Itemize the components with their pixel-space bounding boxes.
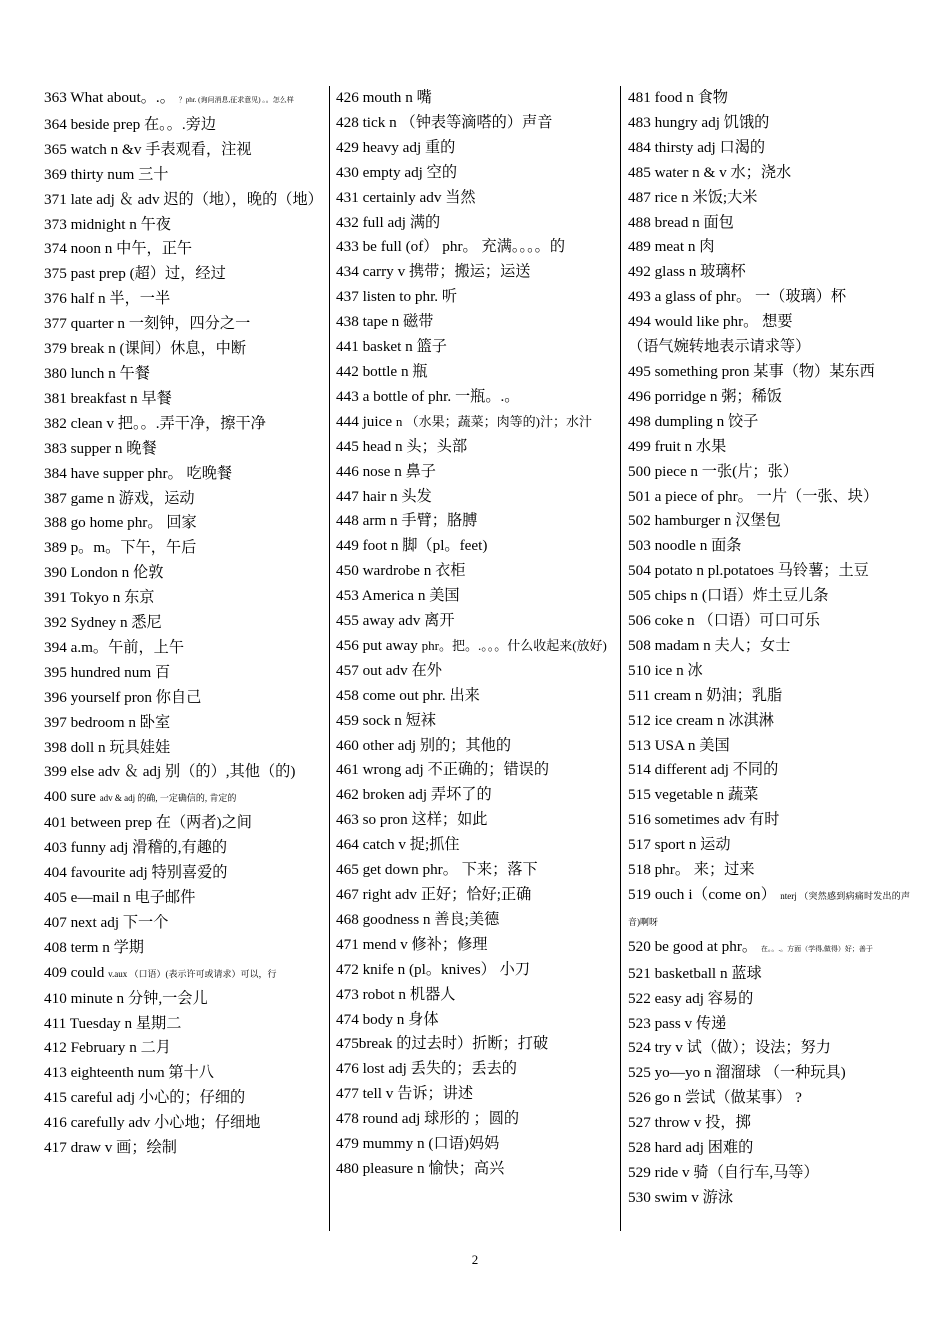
vocab-entry-text: 448 arm n 手臂；胳膊: [336, 512, 478, 530]
vocab-entry-text: 371 late adj ＆ adv 迟的（地），晚的（地）: [44, 190, 323, 208]
vocab-entry-text: 524 try v 试（做）；设法；努力: [628, 1039, 831, 1057]
vocab-entry-text: 413 eighteenth num 第十八: [44, 1064, 214, 1082]
vocab-entry: [44, 686, 326, 711]
vocab-entry-text: 475break 的过去时）折断；打破: [336, 1035, 549, 1053]
column-3: [628, 86, 910, 1232]
vocab-entry: [336, 1157, 616, 1182]
vocab-entry-text: 412 February n 二月: [44, 1039, 171, 1057]
vocab-entry: [628, 186, 910, 211]
vocab-entry: [336, 983, 616, 1008]
vocab-entry: [44, 1111, 326, 1136]
vocab-entry: [628, 559, 910, 584]
vocab-entry: [336, 858, 616, 883]
vocab-entry-text: 395 hundred num 百: [44, 663, 171, 681]
vocab-entry: [336, 783, 616, 808]
vocab-entry: [336, 310, 616, 335]
vocab-entry: [628, 935, 910, 962]
vocab-entry-text: 505 chips n (口语）炸土豆儿条: [628, 587, 829, 605]
vocab-entry-text: 411 Tuesday n 星期二: [44, 1014, 182, 1032]
vocab-entry-text: 365 watch n &v 手表观看，注视: [44, 140, 252, 158]
vocab-entry: [44, 213, 326, 238]
vocab-entry: [44, 536, 326, 561]
vocab-entry-text: 438 tape n 磁带: [336, 313, 434, 331]
vocab-entry-text: 457 out adv 在外: [336, 661, 442, 679]
vocab-entry-text: 517 sport n 运动: [628, 836, 731, 854]
vocab-entry: [628, 260, 910, 285]
vocab-entry-text: 381 breakfast n 早餐: [44, 389, 172, 407]
vocab-entry-text: 364 beside prep 在。。.旁边: [44, 115, 217, 133]
vocab-entry-text: 442 bottle n 瓶: [336, 362, 428, 380]
vocab-entry: [336, 908, 616, 933]
vocab-entry: [628, 534, 910, 559]
vocab-entry-text: 473 robot n 机器人: [336, 985, 456, 1003]
vocab-entry-text: 373 midnight n 午夜: [44, 215, 171, 233]
vocab-entry-text: 501 a piece of phr。 一片（一张、块）: [628, 487, 879, 505]
vocab-entry: [44, 437, 326, 462]
vocab-entry-text: 415 careful adj 小心的；仔细的: [44, 1089, 246, 1107]
vocab-entry: [336, 734, 616, 759]
vocab-entry-text: 429 heavy adj 重的: [336, 138, 456, 156]
vocab-entry-text: 400 sure: [44, 788, 96, 806]
vocab-entry-note: n （水果；蔬菜；肉等的)汁；水汁: [395, 413, 592, 429]
vocab-entry-text: 481 food n 食物: [628, 89, 728, 106]
vocab-entry: [628, 1111, 910, 1136]
vocab-entry-text: 530 swim v 游泳: [628, 1188, 734, 1206]
vocab-entry: [628, 310, 910, 335]
vocab-entry-text: 463 so pron 这样；如此: [336, 811, 488, 829]
vocab-entry-text: 476 lost adj 丢失的；丢去的: [336, 1060, 517, 1078]
vocab-entry: [628, 1036, 910, 1061]
vocab-entry: [44, 760, 326, 785]
vocab-entry-text: 444 juice: [336, 412, 393, 430]
vocab-entry: [336, 1132, 616, 1157]
vocab-entry: [44, 987, 326, 1012]
vocab-entry-text: 522 easy adj 容易的: [628, 989, 754, 1007]
vocab-entry: [628, 136, 910, 161]
vocab-entry: [628, 883, 910, 935]
vocab-entry: [628, 161, 910, 186]
vocab-entry-text: 390 London n 伦敦: [44, 564, 164, 582]
vocab-entry-text: 443 a bottle of phr. 一瓶。.。: [336, 387, 520, 405]
vocab-entry-text: 487 rice n 米饭;大米: [628, 188, 758, 206]
vocab-entry-text: 499 fruit n 水果: [628, 437, 727, 455]
vocab-entry-text: 388 go home phr。 回家: [44, 514, 197, 532]
vocab-entry: [336, 1008, 616, 1033]
vocab-entry-text: 431 certainly adv 当然: [336, 188, 476, 206]
vocab-entry-text: 500 piece n 一张(片；张）: [628, 462, 798, 480]
vocab-entry: [336, 1032, 616, 1057]
vocab-entry: [628, 485, 910, 510]
vocab-entry-text: 389 p。m。下午，午后: [44, 539, 197, 557]
vocab-entry-text: 391 Tokyo n 东京: [44, 589, 155, 607]
vocab-entry: [628, 659, 910, 684]
vocab-entry-text: 471 mend v 修补；修理: [336, 935, 488, 953]
vocab-entry-text: 468 goodness n 善良;美德: [336, 910, 500, 928]
vocab-entry-note: nterj （突然感到病痛时发出的声音)啊呀: [628, 891, 910, 927]
vocab-entry-text: 520 be good at phr。: [628, 937, 758, 955]
vocab-entry-text: 480 pleasure n 愉快；高兴: [336, 1159, 505, 1177]
vocab-entry-text: 515 vegetable n 蔬菜: [628, 786, 759, 804]
vocab-entry: [628, 360, 910, 385]
vocab-entry: [336, 136, 616, 161]
vocab-entry-note: 在。。.。方面（学得,做得）好；善于: [760, 944, 873, 953]
vocab-entry-text: 496 porridge n 粥；稀饭: [628, 387, 782, 405]
vocab-entry-text: 375 past prep (超）过，经过: [44, 265, 226, 283]
vocab-entry: [44, 1086, 326, 1111]
vocab-entry-text: 453 America n 美国: [336, 587, 460, 605]
vocab-entry: [44, 337, 326, 362]
vocab-entry-text: 403 funny adj 滑稽的,有趣的: [44, 839, 228, 857]
vocab-entry-text: 461 wrong adj 不正确的；错误的: [336, 761, 550, 779]
vocab-entry: [628, 709, 910, 734]
vocab-entry-text: 503 noodle n 面条: [628, 537, 742, 555]
vocab-entry-text: 526 go n 尝试（做某事） ?: [628, 1089, 802, 1107]
vocab-entry-text: 396 yourself pron 你自己: [44, 688, 202, 706]
vocab-entry-text: 417 draw v 画；绘制: [44, 1139, 177, 1157]
vocab-entry: [628, 962, 910, 987]
vocab-entry: [628, 684, 910, 709]
vocab-entry: [44, 561, 326, 586]
vocab-entry-note: v.aux （口语）(表示许可或请求）可以，行: [108, 968, 277, 979]
vocab-entry: [628, 1061, 910, 1086]
vocab-entry-text: 363 What about。.。: [44, 89, 175, 106]
vocab-entry-text: 447 hair n 头发: [336, 487, 432, 505]
vocab-entry: [336, 260, 616, 285]
vocab-entry-text: 462 broken adj 弄坏了的: [336, 786, 492, 804]
vocab-entry-text: 493 a glass of phr。 一（玻璃）杯: [628, 288, 847, 306]
vocab-entry-text: 382 clean v 把。。.弄干净，擦干净: [44, 414, 266, 432]
vocab-entry: [44, 911, 326, 936]
vocab-entry-text: 488 bread n 面包: [628, 213, 734, 231]
vocab-entry-text: 455 away adv 离开: [336, 612, 455, 630]
vocab-entry: [336, 435, 616, 460]
vocab-entry: [44, 237, 326, 262]
vocab-entry: [44, 586, 326, 611]
vocab-entry-text: 513 USA n 美国: [628, 736, 730, 754]
vocab-entry: [336, 933, 616, 958]
vocab-entry: [44, 113, 326, 138]
vocab-entry-text: 416 carefully adv 小心地；仔细地: [44, 1114, 261, 1132]
vocab-entry-text: 398 doll n 玩具娃娃: [44, 738, 171, 756]
vocab-entry: [628, 1161, 910, 1186]
vocab-entry-text: 445 head n 头；头部: [336, 437, 468, 455]
vocab-entry-text: 392 Sydney n 悉尼: [44, 614, 162, 632]
vocab-entry: [336, 883, 616, 908]
vocab-entry: [628, 987, 910, 1012]
column-divider-2: [620, 86, 621, 1231]
vocab-entry: [336, 808, 616, 833]
vocab-entry: [44, 961, 326, 987]
vocab-entry: [44, 138, 326, 163]
vocab-entry-text: 399 else adv ＆ adj 别（的）,其他（的): [44, 763, 296, 781]
vocab-entry-text: 478 round adj 球形的 ；圆的: [336, 1110, 520, 1128]
vocab-entry-text: 528 hard adj 困难的: [628, 1139, 754, 1157]
vocab-entry-text: 506 coke n （口语）可口可乐: [628, 612, 820, 630]
vocab-entry-text: 374 noon n 中午，正午: [44, 240, 193, 258]
vocab-entry: [336, 659, 616, 684]
vocab-entry-text: 434 carry v 携带；搬运；运送: [336, 263, 531, 281]
vocab-entry-text: 410 minute n 分钟,一会儿: [44, 989, 208, 1007]
vocab-entry-text: 489 meat n 肉: [628, 238, 715, 256]
vocab-entry: [628, 808, 910, 833]
vocab-entry-note: adv & adj 的确, 一定确信的, 肯定的: [99, 793, 237, 804]
vocab-entry-text: 479 mummy n (口语)妈妈: [336, 1135, 500, 1153]
vocab-entry: [44, 86, 326, 113]
vocab-entry: [336, 111, 616, 136]
vocab-entry-text: 387 game n 游戏，运动: [44, 489, 195, 507]
vocab-entry-text: 405 e—mail n 电子邮件: [44, 889, 196, 906]
vocab-entry: [336, 385, 616, 410]
vocab-entry: [44, 785, 326, 811]
page-number: 2: [471, 1252, 479, 1267]
vocab-entry: [336, 335, 616, 360]
vocab-entry-note: ？phr. (询问消息,征求意见) 。。怎么样: [178, 96, 294, 104]
vocab-entry-text: 494 would like phr。 想要: [628, 313, 793, 331]
vocab-entry: [628, 235, 910, 260]
vocab-entry: [336, 534, 616, 559]
vocab-entry: [628, 833, 910, 858]
vocab-entry-text: 495 something pron 某事（物）某东西: [628, 362, 875, 380]
vocab-entry-note: phr。把。.。。。什么收起来(放好): [421, 637, 607, 653]
vocab-entry-text: 485 water n & v 水；浇水: [628, 163, 792, 181]
vocab-entry-text: 472 knife n (pl。knives） 小刀: [336, 960, 531, 978]
vocab-entry: [44, 711, 326, 736]
vocab-entry: [336, 609, 616, 634]
vocab-entry: [628, 634, 910, 659]
vocab-entry: [628, 1136, 910, 1161]
vocab-entry: [336, 285, 616, 310]
vocab-entry: [336, 509, 616, 534]
vocab-entry: [44, 736, 326, 761]
vocab-entry: [336, 1082, 616, 1107]
vocab-entry: [44, 188, 326, 213]
vocab-entry-text: 525 yo—yo n 溜溜球 （一种玩具): [628, 1064, 846, 1082]
vocab-entry: [44, 636, 326, 661]
vocab-entry: [628, 385, 910, 410]
vocab-entry: [336, 1107, 616, 1132]
vocab-entry: [44, 836, 326, 861]
vocab-entry: [44, 886, 326, 911]
vocab-entry-text: 456 put away: [336, 636, 418, 654]
vocab-entry-text: 401 between prep 在（两者)之间: [44, 814, 252, 832]
vocab-entry-text: 484 thirsty adj 口渴的: [628, 138, 766, 156]
vocab-entry: [336, 186, 616, 211]
vocab-entry-text: （语气婉转地表示请求等）: [628, 338, 811, 356]
column-divider-1: [329, 86, 330, 1231]
vocab-entry: [628, 111, 910, 136]
vocab-entry-text: 467 right adv 正好；恰好;正确: [336, 886, 532, 903]
vocab-entry: [336, 485, 616, 510]
vocab-entry-text: 510 ice n 冰: [628, 661, 703, 679]
vocab-entry-text: 523 pass v 传递: [628, 1014, 727, 1032]
vocab-entry-text: 527 throw v 投，掷: [628, 1114, 751, 1132]
vocab-entry: [628, 335, 910, 360]
vocab-entry-text: 383 supper n 晚餐: [44, 439, 157, 457]
vocab-entry-text: 407 next adj 下一个: [44, 913, 169, 931]
vocab-entry-text: 397 bedroom n 卧室: [44, 713, 171, 731]
vocab-entry-text: 380 lunch n 午餐: [44, 364, 150, 382]
vocab-entry-text: 433 be full (of） phr。 充满。。。。的: [336, 238, 566, 256]
vocab-entry: [44, 1012, 326, 1037]
vocab-entry-text: 465 get down phr。 下来；落下: [336, 861, 538, 879]
vocab-entry-text: 450 wardrobe n 衣柜: [336, 562, 466, 580]
vocab-entry-text: 474 body n 身体: [336, 1010, 439, 1028]
vocab-entry-text: 432 full adj 满的: [336, 213, 441, 231]
vocab-entry: [336, 161, 616, 186]
vocab-entry-text: 512 ice cream n 冰淇淋: [628, 711, 774, 729]
vocab-entry: [336, 360, 616, 385]
vocab-entry: [44, 1036, 326, 1061]
vocab-entry-text: 502 hamburger n 汉堡包: [628, 512, 781, 530]
vocab-entry: [336, 559, 616, 584]
vocab-entry-text: 492 glass n 玻璃杯: [628, 263, 746, 281]
vocab-entry-text: 511 cream n 奶油；乳脂: [628, 686, 783, 704]
vocab-entry-text: 458 come out phr. 出来: [336, 686, 480, 704]
vocab-entry: [44, 163, 326, 188]
vocab-entry-text: 477 tell v 告诉；讲述: [336, 1085, 474, 1103]
vocab-entry: [336, 709, 616, 734]
vocab-entry-text: 369 thirty num 三十: [44, 165, 169, 183]
vocab-entry: [628, 609, 910, 634]
vocab-entry: [628, 783, 910, 808]
vocab-entry: [628, 285, 910, 310]
vocab-entry: [628, 858, 910, 883]
vocab-entry-text: 409 could: [44, 963, 105, 981]
vocab-entry: [628, 1012, 910, 1037]
vocab-entry-text: 508 madam n 夫人；女士: [628, 636, 791, 654]
vocab-entry: [628, 211, 910, 236]
vocab-entry: [628, 410, 910, 435]
vocab-entry: [628, 1086, 910, 1111]
column-2: [336, 86, 616, 1232]
vocab-entry-text: 430 empty adj 空的: [336, 163, 458, 181]
vocab-entry-text: 483 hungry adj 饥饿的: [628, 113, 770, 131]
vocab-entry: [44, 387, 326, 412]
vocab-entry: [336, 211, 616, 236]
vocab-entry-text: 459 sock n 短袜: [336, 711, 436, 729]
vocab-entry: [44, 462, 326, 487]
vocab-entry: [336, 460, 616, 485]
vocab-entry: [44, 312, 326, 337]
vocab-entry: [44, 412, 326, 437]
column-1: [44, 86, 326, 1232]
vocab-entry-text: 464 catch v 捉;抓住: [336, 836, 460, 854]
vocab-entry-text: 441 basket n 篮子: [336, 338, 447, 356]
vocab-entry-text: 504 potato n pl.potatoes 马铃薯；土豆: [628, 562, 869, 580]
vocab-entry-text: 516 sometimes adv 有时: [628, 811, 780, 829]
vocab-entry-text: 514 different adj 不同的: [628, 761, 779, 779]
vocab-entry: [44, 362, 326, 387]
vocab-entry: [44, 811, 326, 836]
vocab-entry: [336, 758, 616, 783]
vocab-entry: [336, 684, 616, 709]
vocab-entry-text: 408 term n 学期: [44, 938, 144, 956]
vocab-entry: [628, 86, 910, 111]
vocab-entry: [44, 262, 326, 287]
vocab-entry: [628, 734, 910, 759]
vocab-entry: [44, 611, 326, 636]
vocab-entry: [336, 235, 616, 260]
vocab-entry-text: 446 nose n 鼻子: [336, 462, 436, 480]
vocab-entry: [336, 410, 616, 435]
vocab-entry: [44, 511, 326, 536]
vocab-entry-text: 460 other adj 别的；其他的: [336, 736, 512, 754]
vocab-entry: [44, 861, 326, 886]
vocab-entry: [628, 509, 910, 534]
vocab-entry: [336, 584, 616, 609]
vocab-entry: [336, 958, 616, 983]
vocab-entry-text: 449 foot n 脚（pl。feet): [336, 537, 488, 555]
vocab-entry: [44, 487, 326, 512]
vocab-entry-text: 529 ride v 骑（自行车,马等）: [628, 1163, 819, 1181]
vocab-entry: [336, 634, 616, 659]
vocab-entry: [628, 460, 910, 485]
vocab-entry: [336, 1057, 616, 1082]
vocab-entry-text: 394 a.m。午前，上午: [44, 638, 185, 656]
vocab-entry-text: 518 phr。 来；过来: [628, 861, 755, 879]
vocab-entry: [44, 936, 326, 961]
vocab-entry-text: 519 ouch i（come on）: [628, 886, 777, 903]
vocab-entry-text: 404 favourite adj 特别喜爱的: [44, 864, 228, 882]
vocab-entry: [44, 287, 326, 312]
vocab-entry-text: 379 break n (课间）休息，中断: [44, 340, 247, 358]
vocab-entry: [628, 584, 910, 609]
vocab-entry-text: 428 tick n （钟表等滴嗒的）声音: [336, 113, 553, 131]
vocab-entry-text: 426 mouth n 嘴: [336, 89, 432, 106]
vocab-entry: [628, 435, 910, 460]
vocab-entry-text: 377 quarter n 一刻钟，四分之一: [44, 315, 251, 333]
vocab-entry: [628, 1186, 910, 1211]
vocab-entry: [336, 86, 616, 111]
vocab-entry: [336, 833, 616, 858]
vocab-entry: [628, 758, 910, 783]
vocab-entry-text: 384 have supper phr。 吃晚餐: [44, 464, 233, 482]
vocab-entry-text: 376 half n 半，一半: [44, 290, 171, 308]
vocab-entry: [44, 1061, 326, 1086]
vocab-entry-text: 437 listen to phr. 听: [336, 288, 458, 306]
vocab-entry: [44, 1136, 326, 1161]
vocab-entry-text: 521 basketball n 蓝球: [628, 964, 762, 982]
vocab-entry: [44, 661, 326, 686]
vocab-entry-text: 498 dumpling n 饺子: [628, 412, 759, 430]
